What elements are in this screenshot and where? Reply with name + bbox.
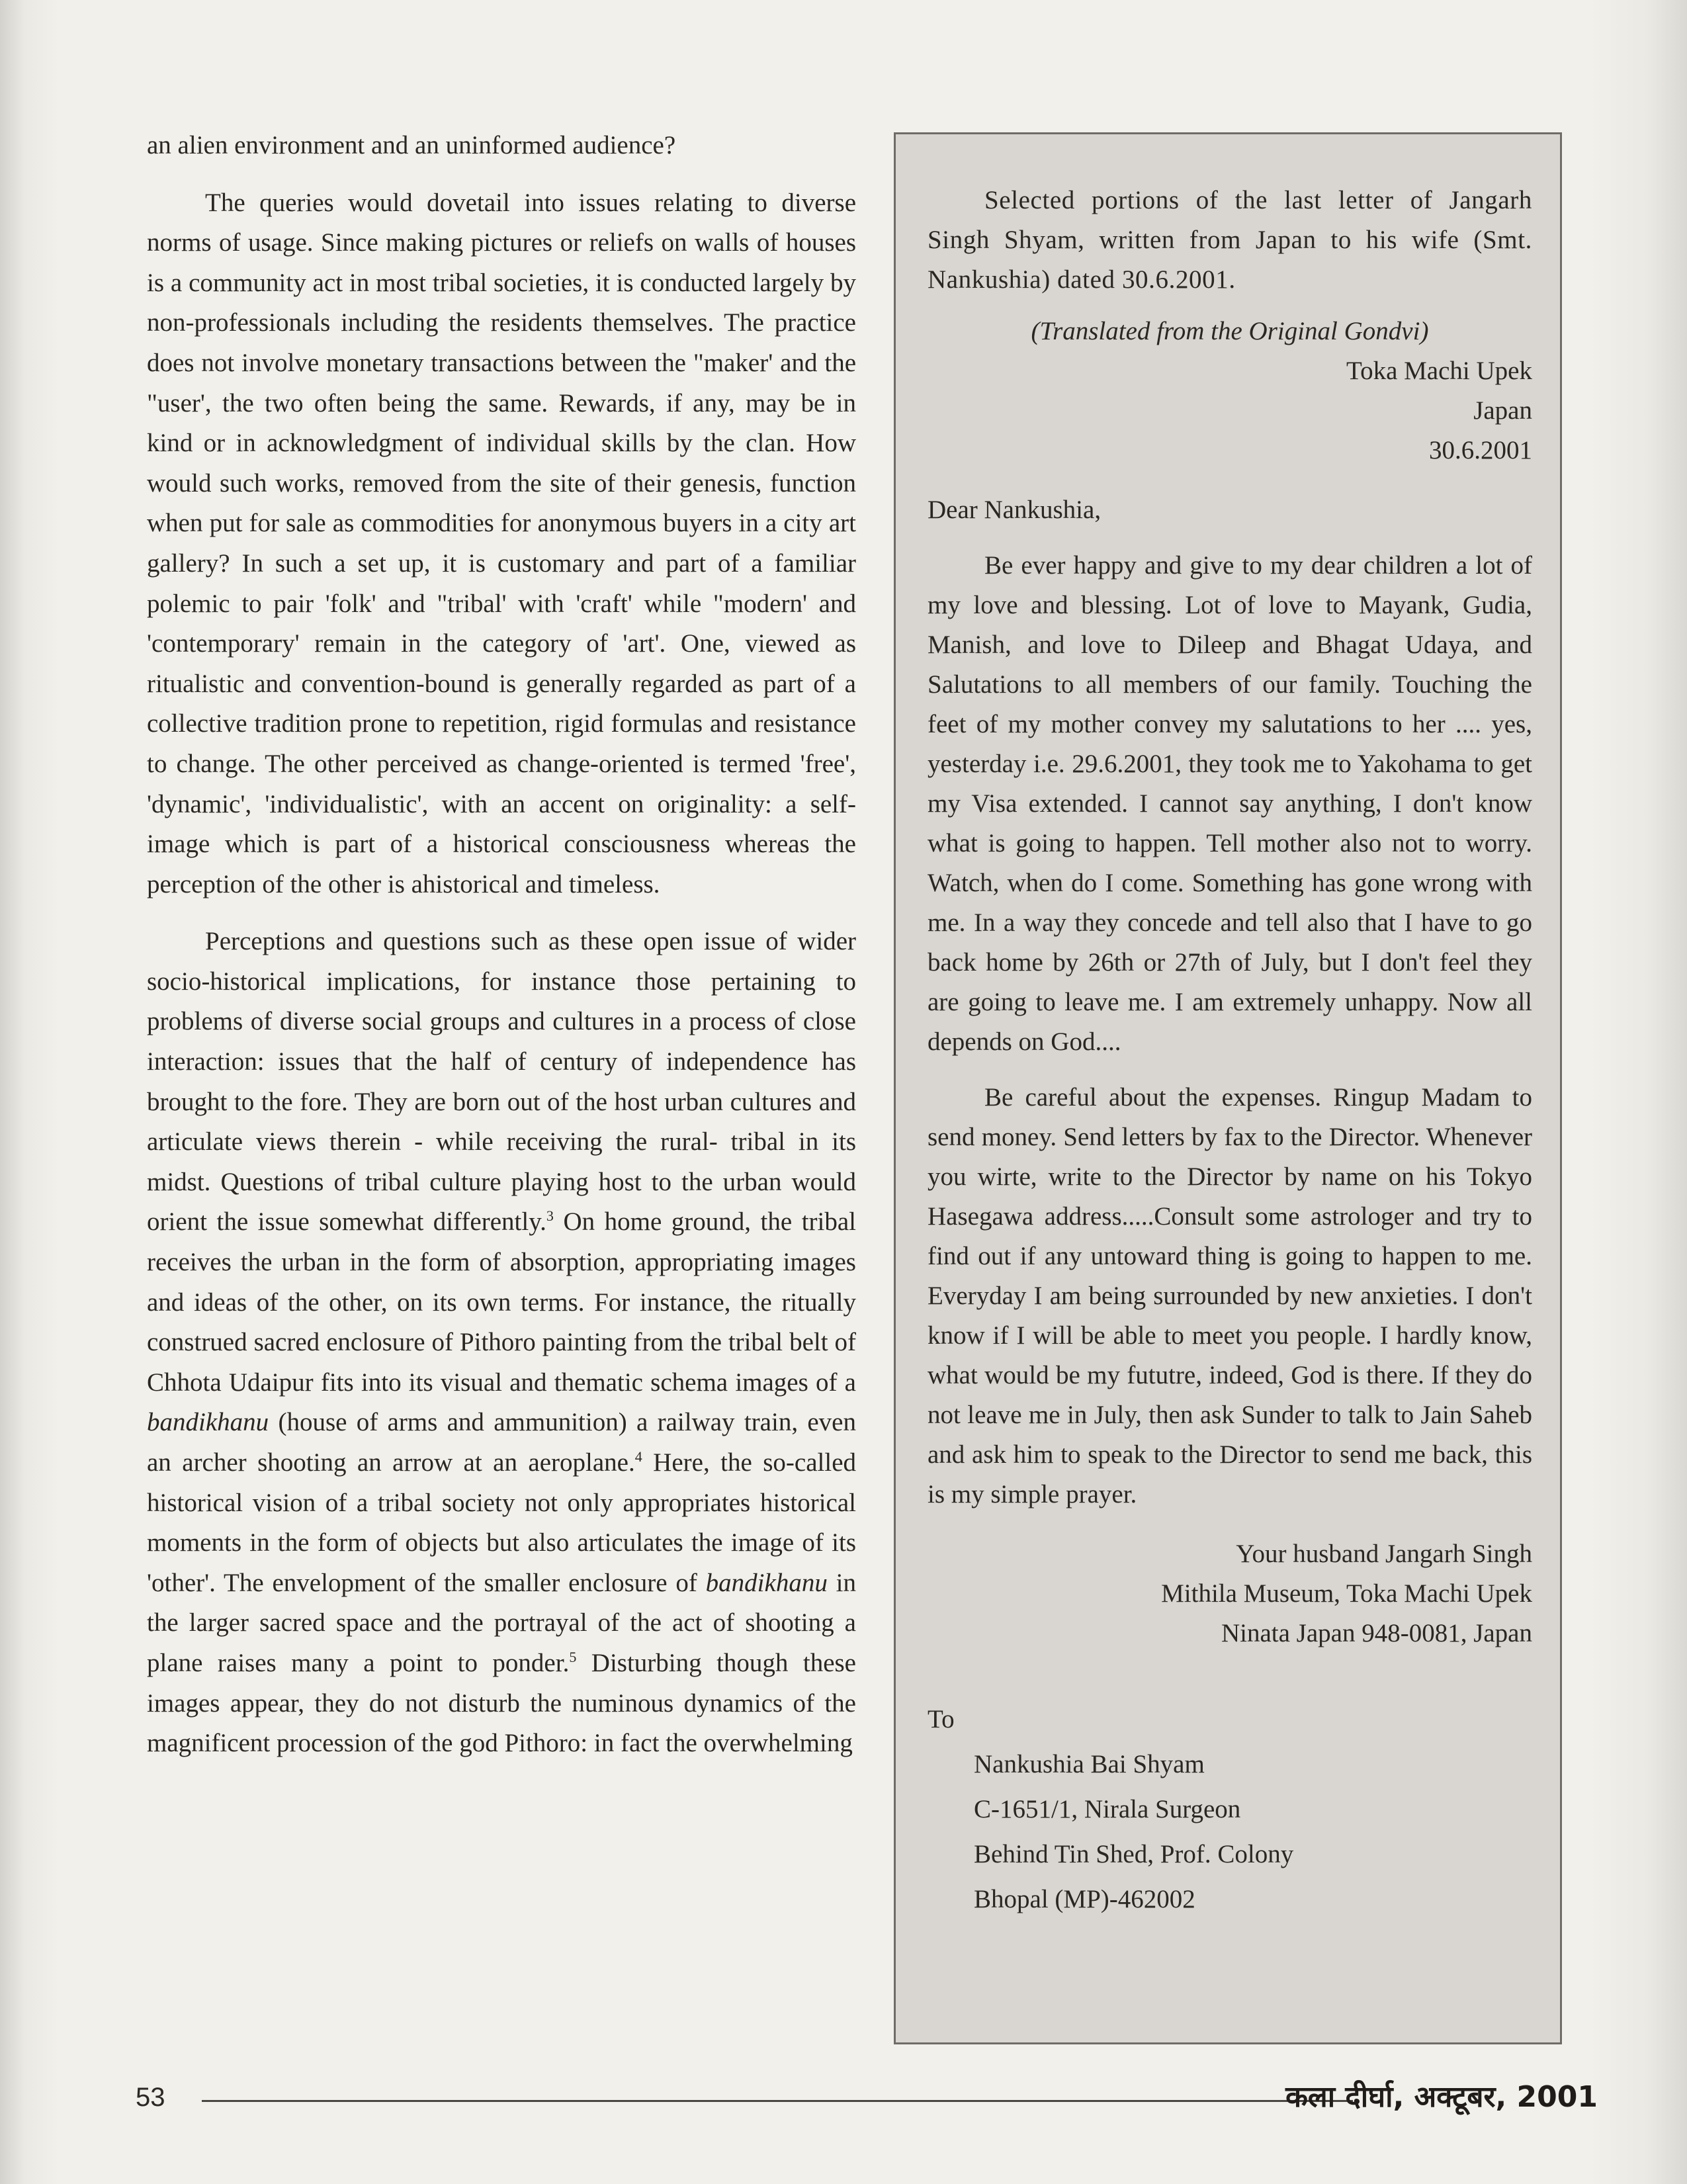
letter-signature: Your husband Jangarh Singh <box>1236 1540 1532 1568</box>
article-paragraph: an alien environment and an uninformed audience? <box>147 131 676 159</box>
footnote-ref-4: 4 <box>634 1448 642 1465</box>
magazine-issue-title: कला दीर्घा, अक्टूबर, 2001 <box>1285 2080 1598 2114</box>
text-run: Perceptions and questions such as these open issue of wider socio-historical implications, for instance those pertaining to problems of diverse social groups and cultures in a process of close interaction: issues that the half of century of independence has brought to the fore. They are born out of the host urban cultures and articulate views therein - while receiving the rural- tribal in its midst. Questions of tribal culture playing host to the urban would orient the issue somewhat differently. <box>147 927 856 1237</box>
page-footer <box>136 2077 1598 2117</box>
translation-note: (Translated from the Original Gondvi) <box>1031 317 1429 345</box>
footnote-ref-5: 5 <box>569 1648 577 1665</box>
letter-country: Japan <box>1473 396 1532 425</box>
letter-paragraph: Be ever happy and give to my dear children a lot of my love and blessing. Lot of love to Mayank, Gudia, Manish, and love to Dileep and Bhagat Udaya, and Salutations to all members of our family. Touching the feet of my mother convey my salutations to her .... yes, yesterday i.e. 29.6.2001, they took me to Yakohama to get my Visa extended. I cannot say anything, I don't know what is going to happen. Tell mother also not to worry. Watch, when do I come. Something has gone wrong with me. In a way they concede and tell also that I have to go back home by 26th or 27th of July, but I don't feel they are going to leave me. I am extremely unhappy. Now all depends on God.... <box>928 551 1532 1056</box>
recipient-address-line: C-1651/1, Nirala Surgeon <box>974 1795 1241 1823</box>
page-number: 53 <box>136 2083 165 2112</box>
footnote-ref-3: 3 <box>546 1207 554 1225</box>
letter-place: Toka Machi Upek <box>1346 357 1532 385</box>
recipient-address-line: Behind Tin Shed, Prof. Colony <box>974 1840 1294 1868</box>
letter-sidebar-box <box>894 132 1562 2044</box>
text-run: (house of arms and ammunition) a railway train, even an archer shooting an arrow at an aeroplane. <box>147 1408 856 1477</box>
letter-salutation: Dear Nankushia, <box>928 496 1102 524</box>
text-run: On home ground, the tribal receives the urban in the form of absorption, appropriating images and ideas of the other, on its own terms. For instance, the ritually construed sacred enclosure of Pithoro painting from the tribal belt of Chhota Udaipur fits into its visual and thematic schema images of a <box>147 1207 856 1397</box>
footer-divider <box>202 2100 1353 2102</box>
letter-sender-address: Mithila Museum, Toka Machi Upek <box>1161 1579 1532 1608</box>
article-paragraph: The queries would dovetail into issues relating to diverse norms of usage. Since making pictures or reliefs on walls of houses is a community act in most tribal societies, it is conducted largely by non-professionals including the residents themselves. The practice does not involve monetary transactions between the "maker' and the "user', the two often being the same. Rewards, if any, may be in kind or in acknowledgment of individual skills by the clan. How would such works, removed from the site of their genesis, function when put for sale as commodities for anonymous buyers in a city art gallery? In such a set up, it is customary and part of a familiar polemic to pair 'folk' and "tribal' with 'craft' while "modern' and 'contemporary' remain in the category of 'art'. One, viewed as ritualistic and convention-bound is generally regarded as part of a collective tradition prone to repetition, rigid formulas and resistance to change. The other perceived as change-oriented is termed 'free', 'dynamic', 'individualistic', with an accent on originality: a self-image which is part of a historical consciousness whereas the perception of the other is ahistorical and timeless. <box>147 188 856 898</box>
recipient-address-line: Nankushia Bai Shyam <box>974 1750 1205 1778</box>
letter-paragraph: Be careful about the expenses. Ringup Madam to send money. Send letters by fax to the Director. Whenever you wirte, write to the Director by name on his Tokyo Hasegawa address.....Consult some astrologer and try to find out if any untoward thing is going to happen to me. Everyday I am being surrounded by new anxieties. I don't know if I will be able to meet you people. I hardly know, what would be my fututre, indeed, God is there. If they do not leave me in July, then ask Sunder to talk to Jain Saheb and ask him to speak to the Director to send me back, this is my simple prayer. <box>928 1083 1532 1508</box>
recipient-address-line: Bhopal (MP)-462002 <box>974 1885 1195 1913</box>
italic-term: bandikhanu <box>147 1408 269 1437</box>
italic-term: bandikhanu <box>705 1568 828 1597</box>
article-paragraph <box>147 922 856 1763</box>
text-run: in the larger sacred space and the portrayal of the act of shooting a plane raises many a point to ponder. <box>147 1568 856 1677</box>
main-article-column <box>147 126 856 1764</box>
text-run: Here, the so-called historical vision of a tribal society not only appropriates historical moments in the form of objects but also articulates the image of its 'other'. The envelopment of the smaller enclosure of <box>147 1448 857 1597</box>
letter-date: 30.6.2001 <box>1429 436 1532 464</box>
letter-sender-address: Ninata Japan 948-0081, Japan <box>1221 1619 1532 1647</box>
text-run: Disturbing though these images appear, they do not disturb the numinous dynamics of the magnificent procession of the god Pithoro: in fact the overwhelming <box>147 1648 856 1758</box>
letter-intro: Selected portions of the last letter of Jangarh Singh Shyam, written from Japan to his wife (Smt. Nankushia) dated 30.6.2001. <box>928 186 1532 294</box>
letter-to-label: To <box>928 1705 955 1733</box>
